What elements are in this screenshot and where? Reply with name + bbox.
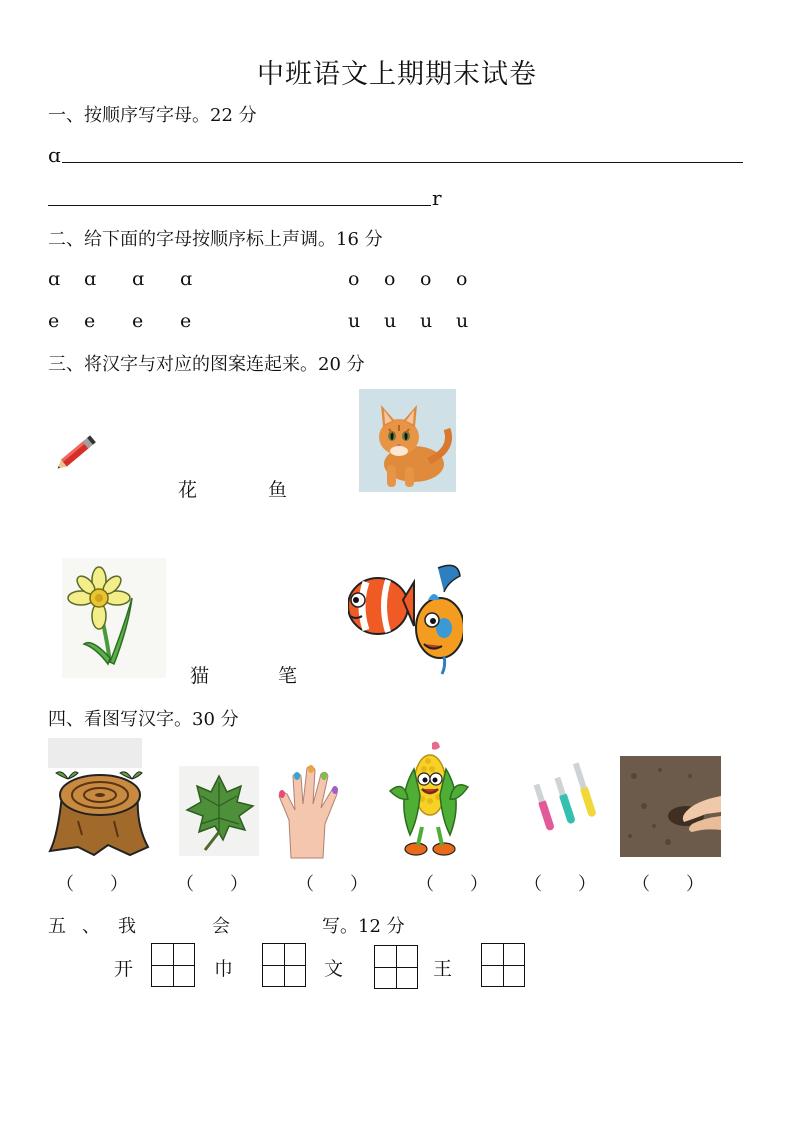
tone-letter: u bbox=[384, 310, 397, 332]
fish-picture[interactable] bbox=[348, 556, 463, 680]
section-5-word-1: 我 bbox=[118, 916, 136, 937]
section-4-heading: 四、看图写汉字。30 分 bbox=[48, 709, 239, 730]
tone-letter: o bbox=[420, 268, 432, 290]
section-1-heading: 一、按顺序写字母。22 分 bbox=[48, 105, 257, 126]
gray-strip bbox=[48, 738, 142, 768]
leaf-picture[interactable] bbox=[179, 766, 259, 856]
writing-grid-3[interactable] bbox=[374, 945, 418, 989]
page-title: 中班语文上期期末试卷 bbox=[257, 59, 537, 90]
tone-letter: o bbox=[384, 268, 396, 290]
tone-letter: ɑ bbox=[84, 268, 97, 290]
tone-letter: e bbox=[84, 310, 96, 332]
tone-letter: u bbox=[348, 310, 361, 332]
practice-char-2: 巾 bbox=[214, 958, 234, 980]
soil-picture[interactable] bbox=[620, 756, 721, 857]
tone-letter: e bbox=[132, 310, 144, 332]
pencil-picture[interactable] bbox=[54, 428, 102, 476]
tone-letter: o bbox=[348, 268, 360, 290]
tone-letter: ɑ bbox=[180, 268, 193, 290]
start-letter: ɑ bbox=[48, 143, 61, 167]
word-fish[interactable]: 鱼 bbox=[268, 479, 288, 501]
word-flower[interactable]: 花 bbox=[178, 479, 198, 501]
answer-blank-3[interactable]: （ ） bbox=[296, 874, 368, 895]
tone-letter: u bbox=[420, 310, 433, 332]
end-letter: r bbox=[432, 186, 442, 210]
writing-grid-1[interactable] bbox=[151, 943, 195, 987]
tone-letter: ɑ bbox=[48, 268, 61, 290]
tone-letter: e bbox=[180, 310, 192, 332]
word-cat[interactable]: 猫 bbox=[190, 665, 210, 687]
section-5-number: 五 bbox=[48, 916, 66, 937]
cat-picture[interactable] bbox=[359, 389, 456, 492]
section-5-separator: 、 bbox=[82, 916, 100, 937]
answer-blank-6[interactable]: （ ） bbox=[632, 874, 704, 895]
hand-picture[interactable] bbox=[273, 762, 345, 859]
practice-char-1: 开 bbox=[114, 958, 134, 980]
writing-grid-2[interactable] bbox=[262, 943, 306, 987]
answer-line-2[interactable] bbox=[48, 205, 431, 206]
tone-letter: ɑ bbox=[132, 268, 145, 290]
answer-blank-1[interactable]: （ ） bbox=[56, 874, 128, 895]
corn-picture[interactable] bbox=[388, 739, 470, 857]
tone-letter: e bbox=[48, 310, 60, 332]
practice-char-3: 文 bbox=[324, 958, 344, 980]
answer-line-1[interactable] bbox=[62, 162, 743, 163]
practice-char-4: 王 bbox=[433, 958, 453, 980]
section-5-word-2: 会 bbox=[212, 916, 230, 937]
word-pen[interactable]: 笔 bbox=[278, 665, 298, 687]
section-3-heading: 三、将汉字与对应的图案连起来。20 分 bbox=[48, 354, 365, 375]
answer-blank-5[interactable]: （ ） bbox=[524, 874, 596, 895]
flower-picture[interactable] bbox=[62, 558, 166, 678]
answer-blank-4[interactable]: （ ） bbox=[416, 874, 488, 895]
tone-letter: u bbox=[456, 310, 469, 332]
knife-picture[interactable] bbox=[530, 762, 602, 834]
writing-grid-4[interactable] bbox=[481, 943, 525, 987]
section-2-heading: 二、给下面的字母按顺序标上声调。16 分 bbox=[48, 229, 383, 250]
tree-stump-picture[interactable] bbox=[48, 765, 154, 857]
tone-letter: o bbox=[456, 268, 468, 290]
section-5-word-3: 写。12 分 bbox=[322, 916, 405, 937]
answer-blank-2[interactable]: （ ） bbox=[176, 874, 248, 895]
